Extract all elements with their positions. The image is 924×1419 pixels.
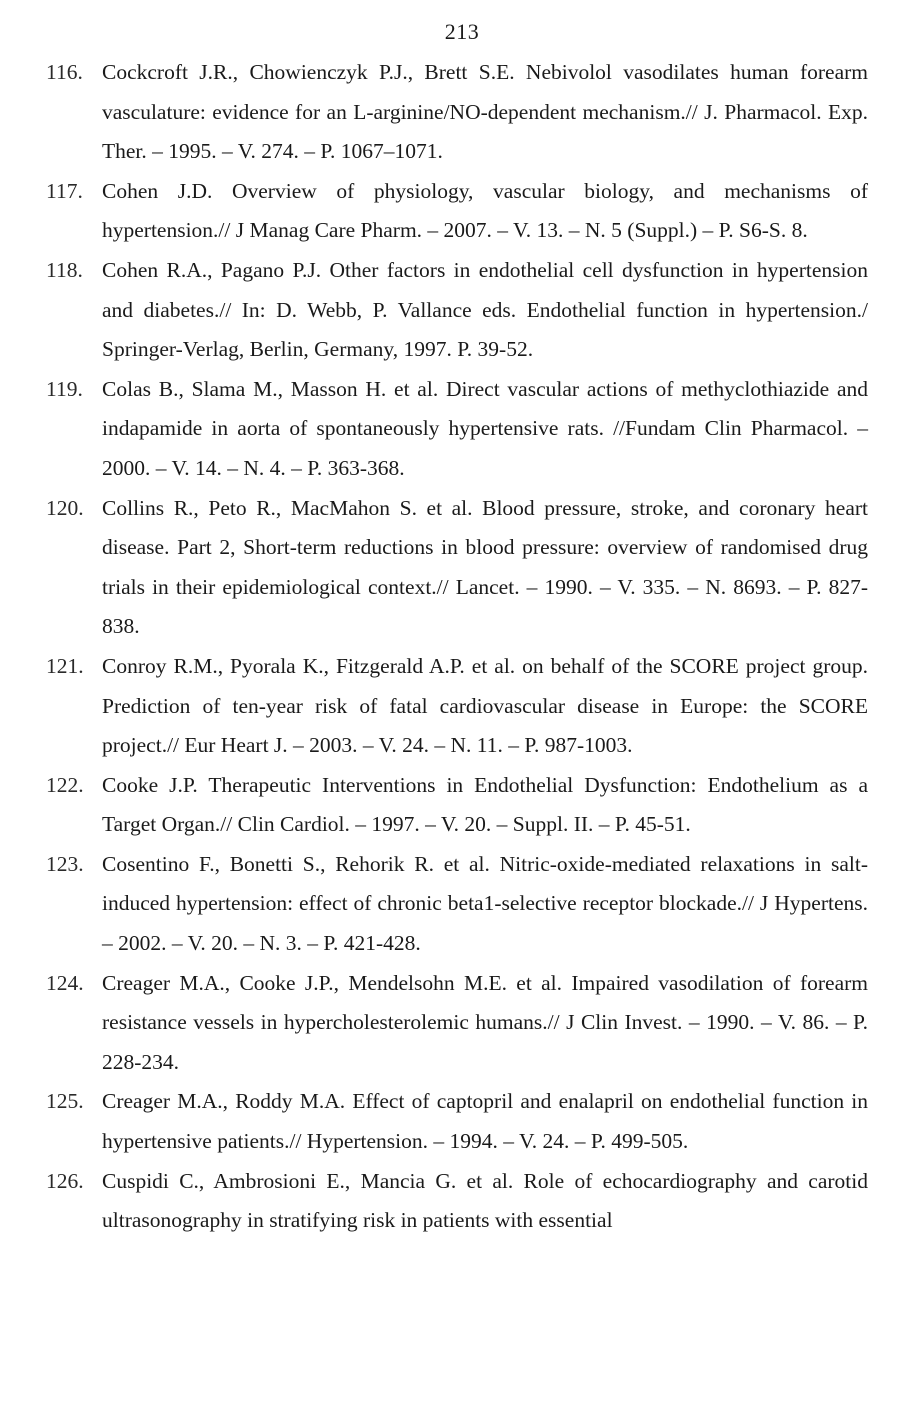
reference-number: 120. bbox=[46, 495, 84, 520]
reference-text: Cockcroft J.R., Chowienczyk P.J., Brett S.E. Nebivolol vasodilates human forearm vasculature: evidence for an L-arginine/NO-dependent mechanism.// J. Pharmacol. Exp. Ther. – 1995. – V. 274. – P. 1067–1071. bbox=[102, 60, 868, 164]
reference-number: 117. bbox=[46, 178, 83, 203]
reference-text: Creager M.A., Roddy M.A. Effect of captopril and enalapril on endothelial function in hypertensive patients.// Hypertension. – 1994. – V. 24. – P. 499-505. bbox=[102, 1089, 868, 1154]
reference-text: Cohen R.A., Pagano P.J. Other factors in endothelial cell dysfunction in hypertension and diabetes.// In: D. Webb, P. Vallance eds. Endothelial function in hypertension./ Springer-Verlag, Berlin, Germany, 1997. P. 39-52. bbox=[102, 257, 868, 362]
reference-text: Creager M.A., Cooke J.P., Mendelsohn M.E. et al. Impaired vasodilation of forearm resistance vessels in hypercholesterolemic humans.// J Clin Invest. – 1990. – V. 86. – P. 228-234. bbox=[102, 970, 868, 1074]
reference-item bbox=[46, 1162, 868, 1241]
reference-item bbox=[46, 53, 868, 172]
reference-number: 125. bbox=[46, 1089, 84, 1114]
reference-text: Cosentino F., Bonetti S., Rehorik R. et al. Nitric-oxide-mediated relaxations in salt-induced hypertension: effect of chronic beta1-selective receptor blockade.// J Hypertens. – 2002. – V. 20. – N. 3. – P. 421-428. bbox=[102, 851, 868, 956]
reference-text: Cohen J.D. Overview of physiology, vascular biology, and mechanisms of hypertension.// J Manag Care Pharm. – 2007. – V. 13. – N. 5 (Suppl.) – P. S6-S. 8. bbox=[102, 178, 868, 243]
reference-text: Cooke J.P. Therapeutic Interventions in Endothelial Dysfunction: Endothelium as a Target Organ.// Clin Cardiol. – 1997. – V. 20. – Suppl. II. – P. 45-51. bbox=[102, 772, 868, 837]
page-number: 213 bbox=[444, 19, 480, 44]
reference-item bbox=[46, 766, 868, 845]
reference-text: Collins R., Peto R., MacMahon S. et al. Blood pressure, stroke, and coronary heart disease. Part 2, Short-term reductions in blood pressure: overview of randomised drug trials in their epidemiological context.// Lancet. – 1990. – V. 335. – N. 8693. – P. 827-838. bbox=[102, 495, 868, 639]
reference-number: 122. bbox=[46, 772, 84, 797]
reference-text: Conroy R.M., Pyorala K., Fitzgerald A.P. et al. on behalf of the SCORE project group. Prediction of ten-year risk of fatal cardiovascular disease in Europe: the SCORE project.// Eur Heart J. – 2003. – V. 24. – N. 11. – P. 987-1003. bbox=[102, 653, 868, 758]
reference-list bbox=[46, 53, 868, 1241]
reference-item bbox=[46, 647, 868, 766]
reference-number: 123. bbox=[46, 851, 84, 876]
reference-number: 126. bbox=[46, 1168, 84, 1193]
reference-item bbox=[46, 370, 868, 489]
reference-item bbox=[46, 251, 868, 370]
reference-item bbox=[46, 964, 868, 1083]
reference-item bbox=[46, 489, 868, 647]
reference-text: Colas B., Slama M., Masson H. et al. Direct vascular actions of methyclothiazide and indapamide in aorta of spontaneously hypertensive rats. //Fundam Clin Pharmacol. – 2000. – V. 14. – N. 4. – P. 363-368. bbox=[102, 376, 868, 480]
reference-number: 121. bbox=[46, 653, 84, 678]
reference-item bbox=[46, 1082, 868, 1161]
reference-number: 118. bbox=[46, 257, 83, 282]
reference-number: 116. bbox=[46, 60, 83, 84]
reference-item bbox=[46, 845, 868, 964]
reference-number: 124. bbox=[46, 970, 84, 995]
reference-number: 119. bbox=[46, 376, 83, 401]
reference-text: Cuspidi C., Ambrosioni E., Mancia G. et al. Role of echocardiography and carotid ultrasonography in stratifying risk in patients with essential bbox=[102, 1168, 868, 1233]
reference-item bbox=[46, 172, 868, 251]
